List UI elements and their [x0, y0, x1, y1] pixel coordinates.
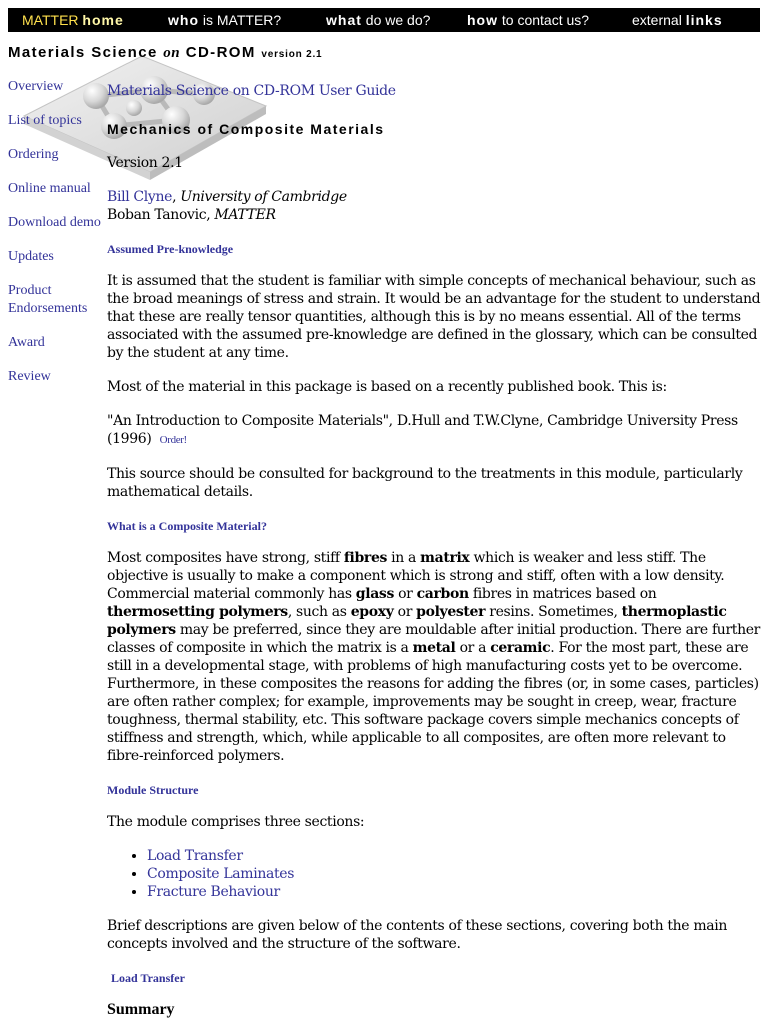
- page-title: Mechanics of Composite Materials: [107, 121, 385, 137]
- comp-text: , such as: [287, 604, 351, 620]
- nav-home-bold: home: [82, 12, 124, 28]
- paragraph-brief-descriptions: Brief descriptions are given below of the contents of these sections, covering both the main concepts involved and the structure of the software.: [107, 918, 728, 952]
- comp-text: . For the most part, these are still in a developmental stage, with problems of high manufacturing costs yet to be overcome. Furthermore, in these composites the reasons for adding the fibres (or, in some cases, particles) are often rather complex; for example, improvements may be sought in creep, wear, fracture toughness, thermal stability, etc. This software package covers simple mechanics concepts of stiffness and strength, which, while applicable to all composites, are often more relevant to fibre-reinforced polymers.: [107, 640, 759, 764]
- site-title-on: on: [163, 45, 181, 61]
- nav-what-do-we-do[interactable]: [326, 12, 430, 28]
- nav-how-text: to contact us?: [501, 12, 590, 28]
- term-metal: metal: [412, 640, 456, 656]
- term-glass: glass: [355, 586, 394, 602]
- nav-how-to-contact[interactable]: [467, 12, 589, 28]
- nav-how-bold: how: [467, 12, 498, 28]
- heading-assumed-pre-knowledge: Assumed Pre-knowledge: [107, 242, 234, 256]
- sidebar-navigation: [8, 78, 104, 402]
- sidebar-item-download-demo[interactable]: Download demo: [8, 215, 101, 230]
- nav-who-is-matter[interactable]: [168, 12, 281, 28]
- nav-home-text: MATTER: [22, 12, 79, 28]
- book-reference-text: "An Introduction to Composite Materials", D.Hull and T.W.Clyne, Cambridge University Press (1996): [107, 413, 738, 447]
- section-link-fracture-behaviour[interactable]: Fracture Behaviour: [147, 884, 280, 900]
- paragraph-composite-description: [107, 549, 765, 765]
- paragraph-pre-knowledge: It is assumed that the student is familiar with simple concepts of mechanical behaviour, such as the broad meanings of stress and strain. It would be an advantage for the student to understand that these are really tensor quantities, although this is by no means essential. All of the terms associated with the assumed pre-knowledge are defined in the glossary, which can be consulted by the student at any time.: [107, 273, 761, 361]
- paragraph-source: This source should be consulted for background to the treatments in this module, particularly mathematical details.: [107, 466, 743, 500]
- paragraph-book-intro: Most of the material in this package is based on a recently published book. This is:: [107, 379, 667, 395]
- comp-text: or: [394, 586, 417, 602]
- comp-text: or: [393, 604, 417, 620]
- authors: Bill Clyne, University of Cambridge Boban Tanovic, MATTER: [107, 189, 347, 223]
- section-link-load-transfer[interactable]: Load Transfer: [147, 848, 243, 864]
- paragraph-book-reference: [107, 412, 765, 449]
- term-fibres: fibres: [343, 550, 388, 566]
- version-text: Version 2.1: [107, 155, 183, 171]
- sidebar-item-updates[interactable]: Updates: [8, 249, 54, 264]
- term-epoxy: epoxy: [350, 604, 394, 620]
- site-title-main: Materials Science: [8, 44, 158, 61]
- term-ceramic: ceramic: [490, 640, 551, 656]
- author2-affiliation: MATTER: [214, 207, 276, 223]
- sidebar-item-award[interactable]: Award: [8, 335, 45, 350]
- nav-who-bold: who: [168, 12, 199, 28]
- comp-text: which is weaker and less stiff. The objective is usually to make a component which is strong and stiff, often with a low density. Commercial material commonly has: [107, 550, 725, 602]
- term-matrix: matrix: [420, 550, 470, 566]
- heading-summary: Summary: [107, 1001, 175, 1018]
- list-item: [147, 883, 765, 901]
- user-guide-link[interactable]: Materials Science on CD-ROM User Guide: [107, 83, 396, 99]
- term-thermoplastic-polymers: thermoplastic polymers: [107, 604, 727, 638]
- term-carbon: carbon: [416, 586, 469, 602]
- nav-matter-home[interactable]: [22, 12, 124, 28]
- list-item: [147, 865, 765, 883]
- nav-who-text: is MATTER?: [202, 12, 282, 28]
- site-title-version: version 2.1: [261, 49, 323, 60]
- sidebar-item-overview[interactable]: Overview: [8, 79, 64, 94]
- sidebar-item-list-of-topics[interactable]: List of topics: [8, 113, 82, 128]
- comp-text: fibres in matrices based on: [468, 586, 657, 602]
- author1-affiliation: University of Cambridge: [180, 189, 347, 205]
- sidebar-item-online-manual[interactable]: Online manual: [8, 181, 91, 196]
- comp-text: Most composites have strong, stiff: [107, 550, 344, 566]
- sections-list: [107, 847, 765, 901]
- section-link-composite-laminates[interactable]: Composite Laminates: [147, 866, 295, 882]
- site-title: [8, 44, 322, 62]
- main-content: [107, 82, 765, 1019]
- nav-links-text: external: [632, 12, 682, 28]
- sidebar-item-review[interactable]: Review: [8, 369, 51, 384]
- comp-text: in a: [387, 550, 421, 566]
- nav-what-text: do we do?: [365, 12, 431, 28]
- heading-what-is-composite: What is a Composite Material?: [107, 519, 267, 533]
- heading-load-transfer: Load Transfer: [111, 971, 185, 985]
- term-thermosetting-polymers: thermosetting polymers: [107, 604, 288, 620]
- paragraph-module-intro: The module comprises three sections:: [107, 814, 365, 830]
- term-polyester: polyester: [416, 604, 486, 620]
- order-link[interactable]: Order!: [159, 434, 187, 446]
- author2-name: Boban Tanovic: [107, 207, 207, 223]
- list-item: [147, 847, 765, 865]
- top-navigation-bar: [8, 8, 760, 32]
- nav-links-bold: links: [685, 12, 723, 28]
- site-title-cdrom: CD-ROM: [185, 44, 256, 61]
- sidebar-item-product-endorsements[interactable]: Product Endorsements: [8, 283, 88, 316]
- heading-module-structure: Module Structure: [107, 783, 199, 797]
- comp-text: or a: [455, 640, 491, 656]
- sidebar-item-ordering[interactable]: Ordering: [8, 147, 59, 162]
- author-link-bill-clyne[interactable]: Bill Clyne: [107, 189, 173, 205]
- comp-text: resins. Sometimes,: [485, 604, 622, 620]
- nav-what-bold: what: [326, 12, 362, 28]
- comp-text: may be preferred, since they are mouldable after initial production. There are further classes of composite in which the matrix is a: [107, 622, 761, 656]
- nav-external-links[interactable]: [632, 12, 723, 28]
